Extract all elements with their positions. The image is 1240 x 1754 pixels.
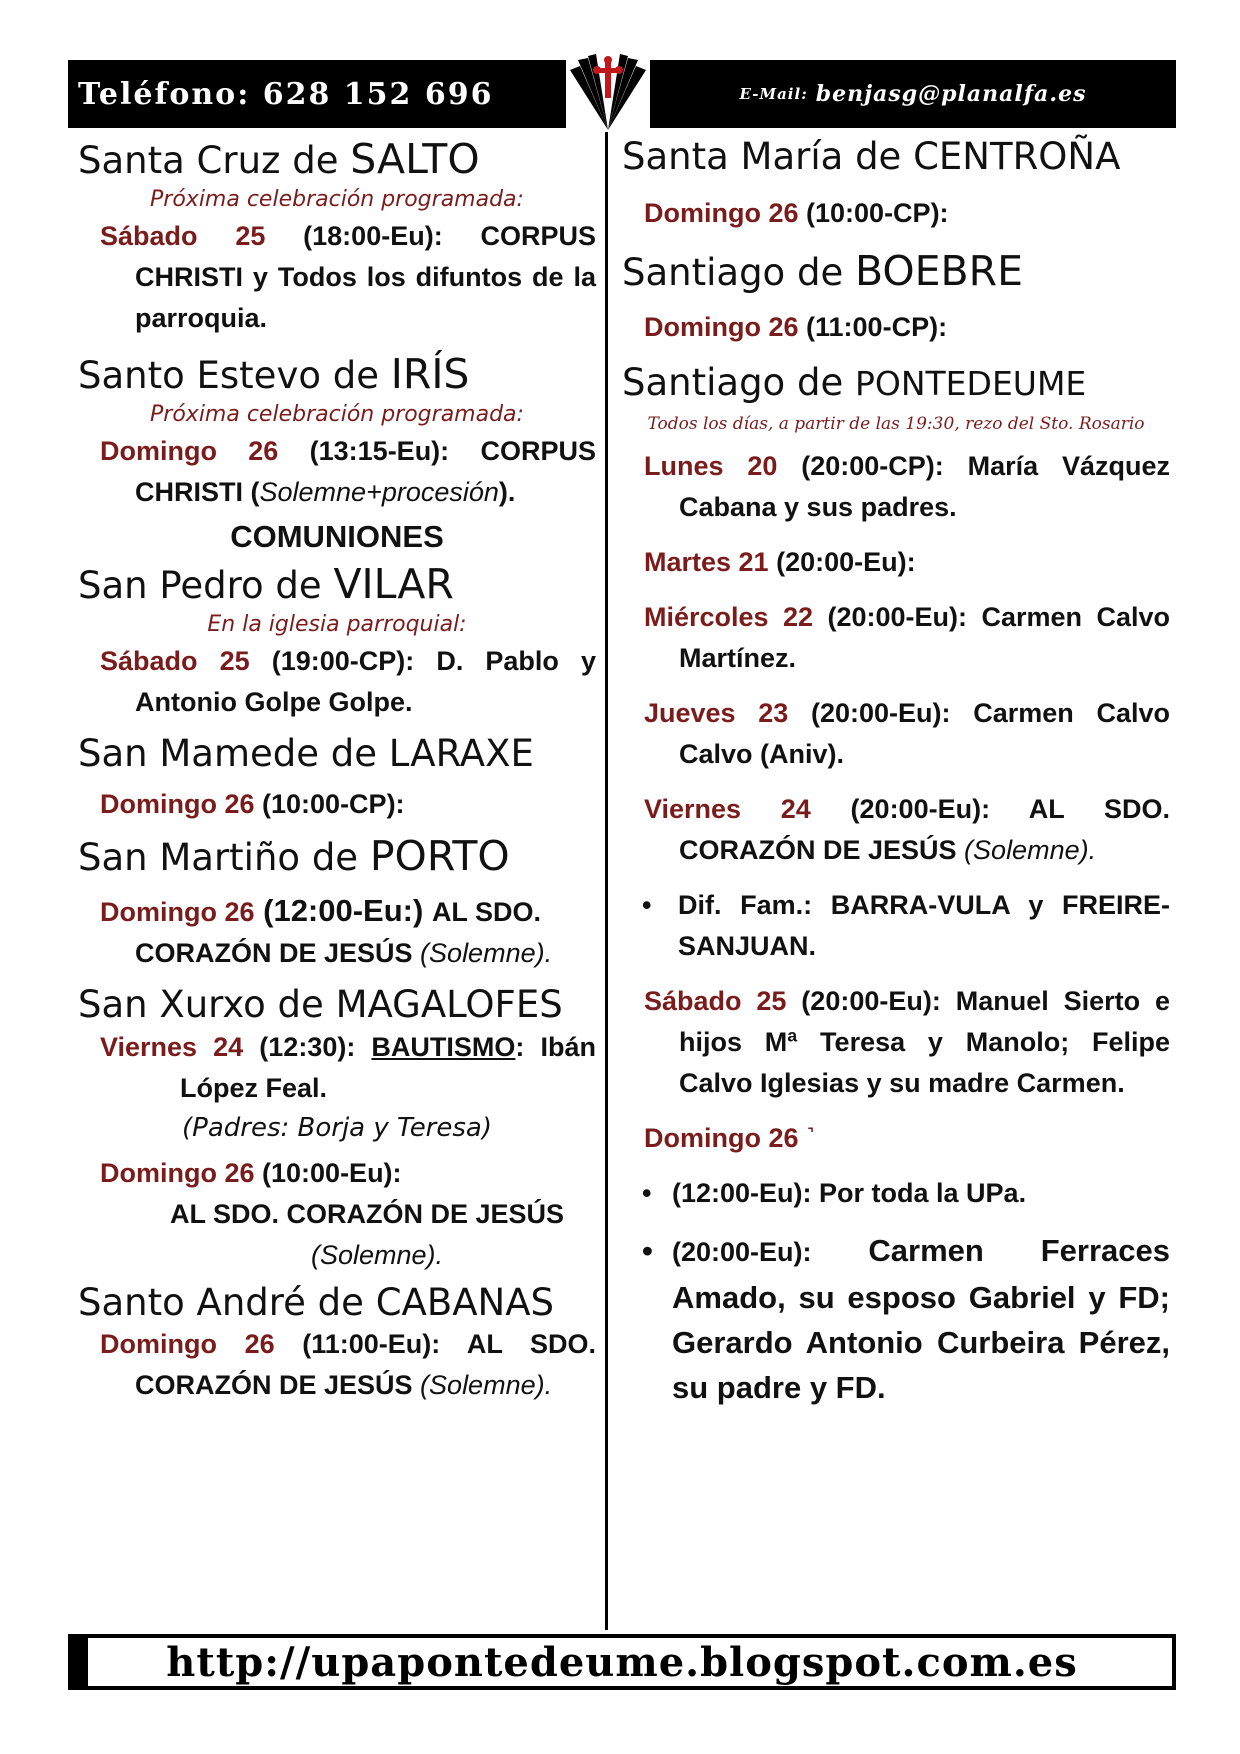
lunes-entry: Lunes 20 (20:00-CP): María Vázquez Cabana y sus padres. [644,451,1171,523]
parish-title-porto: San Martiño de PORTO [78,831,510,880]
email-banner [650,60,1176,128]
iris-note: Próxima celebración programada: [150,402,524,428]
viernes-bullet: • Dif. Fam.: BARRA-VULA y FREIRE-SANJUAN. [622,885,1170,967]
email-address[interactable]: benjasg@planalfa.es [815,81,1087,107]
parish-title-laraxe: San Mamede de LARAXE [78,732,534,776]
magalofes-sunday-line: AL SDO. CORAZÓN DE JESÚS [169,1198,565,1229]
rosario-note: Todos los días, a partir de las 19:30, rezo del Sto. Rosario [647,414,1145,435]
sabado-entry: Sábado 25 (20:00-Eu): Manuel Sierto e hijos Mª Teresa y Manolo; Felipe Calvo Iglesias y su madre Carmen. [644,986,1170,1099]
right-column [622,136,1170,1410]
viernes-entry: Viernes 24 (20:00-Eu): AL SDO. CORAZÓN DE JESÚS (Solemne). [644,794,1170,866]
parish-title-salto: Santa Cruz de SALTO [78,135,480,183]
boebre-entry: Domingo 26 (11:00-CP): [644,311,948,342]
centrona-entry: Domingo 26 (10:00-CP): [644,197,949,228]
magalofes-entry-sunday: Domingo 26 (10:00-Eu): [100,1157,402,1188]
column-divider [605,132,608,1630]
domingo-entry: Domingo 26 ˺ [644,1123,816,1154]
phone-number: Teléfono: 628 152 696 [78,76,494,112]
cross-emblem-icon [560,52,656,132]
parish-title-iris: Santo Estevo de IRÍS [78,350,470,399]
parish-title-magalofes: San Xurxo de MAGALOFES [78,983,563,1027]
parish-title-vilar: San Pedro de VILAR [78,560,454,609]
magalofes-parents: (Padres: Borja y Teresa) [182,1112,492,1143]
email-label: E-Mail: [739,85,808,103]
jueves-entry: Jueves 23 (20:00-Eu): Carmen Calvo Calvo (Aniv). [644,698,1170,770]
magalofes-sunday-solemne: (Solemne). [310,1239,444,1270]
miercoles-entry: Miércoles 22 (20:00-Eu): Carmen Calvo Martínez. [644,602,1170,674]
porto-entry: Domingo 26 (12:00-Eu:) AL SDO. CORAZÓN DE JESÚS (Solemne). [100,893,553,969]
footer-block [68,1634,88,1690]
comuniones-heading: COMUNIONES [230,519,444,555]
blog-url[interactable]: http://upapontedeume.blogspot.com.es [166,1638,1078,1686]
salto-entry: Sábado 25 (18:00-Eu): CORPUS CHRISTI y Todos los difuntos de la parroquia. [100,221,596,334]
magalofes-entry-baptism: Viernes 24 (12:30): BAUTISMO: Ibán López Feal. [100,1031,597,1103]
blog-url-banner [68,1634,1176,1690]
parish-title-centrona: Santa María de CENTROÑA [622,135,1121,178]
cabanas-entry: Domingo 26 (11:00-Eu): AL SDO. CORAZÓN DE JESÚS (Solemne). [100,1329,596,1401]
vilar-note: En la iglesia parroquial: [207,612,467,638]
iris-entry: Domingo 26 (13:15-Eu): CORPUS CHRISTI (Solemne+procesión). [100,436,596,508]
martes-entry: Martes 21 (20:00-Eu): [644,547,916,578]
phone-banner [68,60,566,128]
salto-note: Próxima celebración programada: [150,187,524,213]
vilar-entry: Sábado 25 (19:00-CP): D. Pablo y Antonio Golpe Golpe. [100,646,597,718]
parish-title-boebre: Santiago de BOEBRE [622,246,1024,295]
domingo-bullet-1: • (12:00-Eu): Por toda la UPa. [622,1173,1170,1214]
parish-title-pontedeume: Santiago de PONTEDEUME [622,360,1087,404]
domingo-bullet-2: • (20:00-Eu): Carmen Ferraces Amado, su esposo Gabriel y FD; Gerardo Antonio Curbeira Pérez, su padre y FD. [622,1228,1170,1410]
left-column [78,136,596,1406]
parish-title-cabanas: Santo André de CABANAS [78,1280,555,1324]
laraxe-entry: Domingo 26 (10:00-CP): [100,788,405,819]
